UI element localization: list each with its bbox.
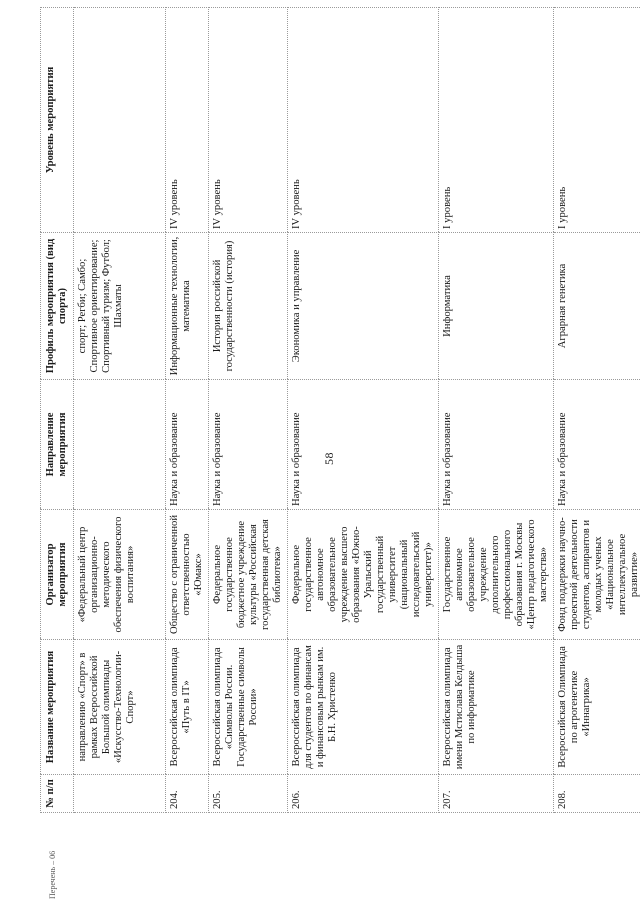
row-organizer: Федеральное государственное автономное образовательное учреждение высшего образования «Южно-Уральский государственный университет (национальный исследовательский университет)»	[288, 510, 439, 640]
row-level	[74, 8, 166, 233]
footer-stamp: Перечень – 06	[48, 850, 57, 899]
row-profile: Информационные технологии, математика	[166, 233, 209, 380]
row-name: направлению «Спорт» в рамках Всероссийской Большой олимпиады «Искусство-Технологии-Спорт»	[74, 640, 166, 775]
table-row	[209, 8, 288, 813]
row-name: Всероссийская олимпиада имени Мстислава Келдыша по информатике	[439, 640, 554, 775]
row-direction: Наука и образование	[439, 380, 554, 510]
row-profile: История российской государственности (история)	[209, 233, 288, 380]
row-direction: Наука и образование	[166, 380, 209, 510]
header-name: Название мероприятия	[41, 640, 74, 775]
row-profile: Аграрная генетика	[554, 233, 640, 380]
row-name: Всероссийская Олимпиада по агрогенетике «Иннагрика»	[554, 640, 640, 775]
row-organizer: «Федеральный центр организационно-методического обеспечения физического воспитания»	[74, 510, 166, 640]
header-num: № п/п	[41, 775, 74, 813]
row-name: Всероссийская олимпиада «Символы России. Государственные символы России»	[209, 640, 288, 775]
row-organizer: Фонд поддержки научно-проектной деятельности студентов, аспирантов и молодых ученых «Национальное интеллектуальное развитие»	[554, 510, 640, 640]
header-profile: Профиль мероприятия (вид спорта)	[41, 233, 74, 380]
row-num: 208.	[554, 775, 640, 813]
row-name: Всероссийская олимпиада «Путь в IT»	[166, 640, 209, 775]
row-num: 204.	[166, 775, 209, 813]
row-profile: Информатика	[439, 233, 554, 380]
table-row	[166, 8, 209, 813]
row-level: I уровень	[554, 8, 640, 233]
row-level: I уровень	[439, 8, 554, 233]
row-level: IV уровень	[166, 8, 209, 233]
table-row	[74, 8, 166, 813]
row-organizer: Федеральное государственное бюджетное учреждение культуры «Российская государственная детская библиотека»	[209, 510, 288, 640]
row-direction: Наука и образование	[209, 380, 288, 510]
table-row	[288, 8, 439, 813]
row-direction: Наука и образование	[288, 380, 439, 510]
row-name: Всероссийская олимпиада для студентов по финансам и финансовым рынкам им. Б.Н. Христенко	[288, 640, 439, 775]
events-table	[40, 7, 640, 813]
row-num: 205.	[209, 775, 288, 813]
header-level: Уровень мероприятия	[41, 8, 74, 233]
row-organizer: Государственное автономное образовательное учреждение дополнительного профессионального образования г. Москвы «Центр педагогического мастерства»	[439, 510, 554, 640]
row-level: IV уровень	[209, 8, 288, 233]
row-num: 207.	[439, 775, 554, 813]
page-number: 58	[322, 452, 336, 465]
table-header-row	[41, 8, 74, 813]
header-direction: Направление мероприятия	[41, 380, 74, 510]
row-level: IV уровень	[288, 8, 439, 233]
row-num	[74, 775, 166, 813]
row-direction: Наука и образование	[554, 380, 640, 510]
row-profile: спорт; Регби; Самбо; Спортивное ориентирование; Спортивный туризм; Футбол; Шахматы	[74, 233, 166, 380]
table-row	[439, 8, 554, 813]
row-organizer: Общество с ограниченной ответственностью «Юмакс»	[166, 510, 209, 640]
header-organizer: Организатор мероприятия	[41, 510, 74, 640]
table-row	[554, 8, 640, 813]
row-num: 206.	[288, 775, 439, 813]
row-direction	[74, 380, 166, 510]
row-profile: Экономика и управление	[288, 233, 439, 380]
